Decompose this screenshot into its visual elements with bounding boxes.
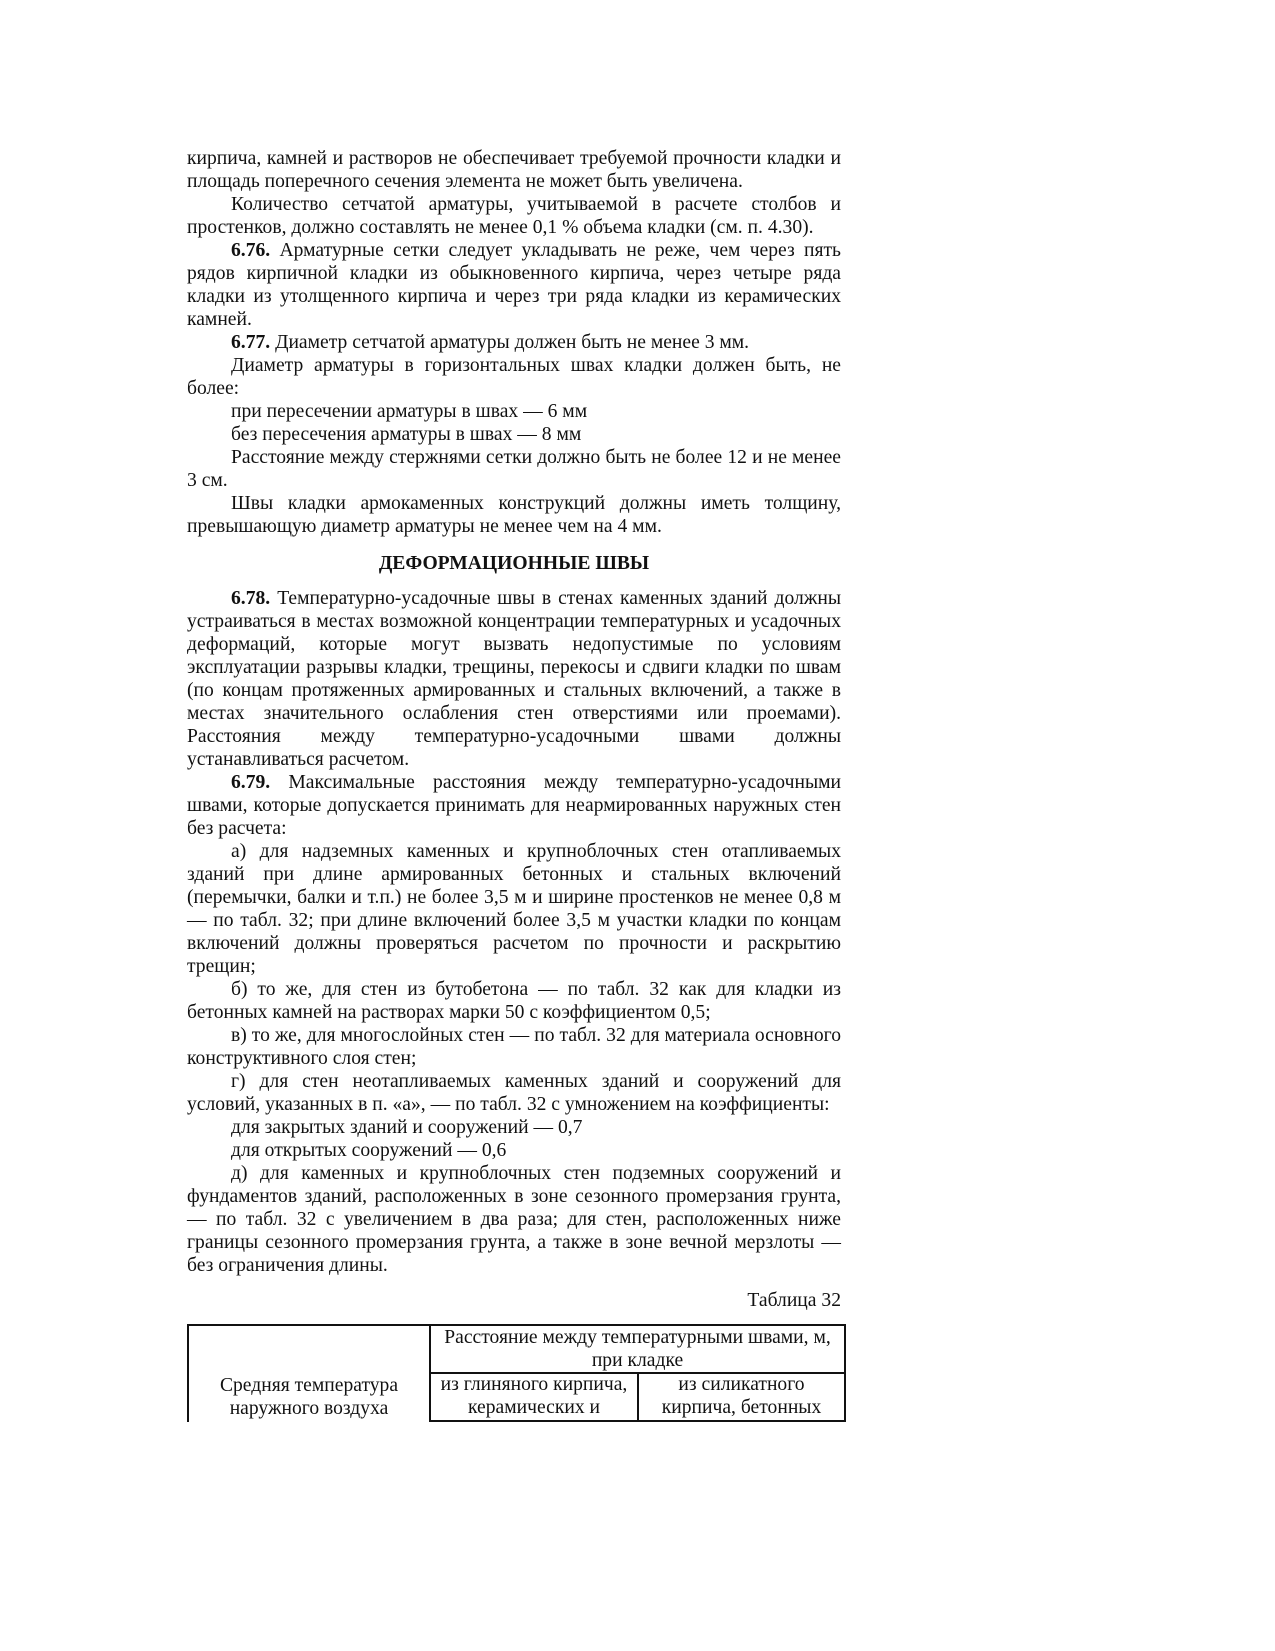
- clause-text: Температурно-усадочные швы в стенах каменных зданий должны устраиваться в местах возможной концентрации температурных и усадочных деформаций, которые могут вызвать недопустимые по условиям эксплуатации разрывы кладки, трещины, перекосы и сдвиги кладки по швам (по концам протяженных армированных и стальных включений, а также в местах значительного ослабления стен отверстиями или проемами). Расстояния между температурно-усадочными швами должны устанавливаться расчетом.: [187, 588, 841, 770]
- table-border-right: [844, 1326, 846, 1422]
- clause-number: 6.76.: [231, 240, 271, 261]
- document-page: [187, 147, 841, 1422]
- paragraph-rod-spacing: Расстояние между стержнями сетки должно быть не более 12 и не менее 3 см.: [187, 447, 841, 491]
- paragraph-mesh-quantity: Количество сетчатой арматуры, учитываемой в расчете столбов и простенков, должно составлять не менее 0,1 % объема кладки (см. п. 4.30).: [187, 194, 841, 238]
- list-item-g: г) для стен неотапливаемых каменных зданий и сооружений для условий, указанных в п. «а», — по табл. 32 с умножением на коэффициенты:: [187, 1071, 841, 1115]
- clause-text: Диаметр сетчатой арматуры должен быть не менее 3 мм.: [270, 332, 750, 353]
- list-item-b: б) то же, для стен из бутобетона — по табл. 32 как для кладки из бетонных камней на растворах марки 50 с коэффициентом 0,5;: [187, 979, 841, 1023]
- list-item-a: а) для надземных каменных и крупноблочных стен отапливаемых зданий при длине армированных бетонных и стальных включений (перемычки, балки и т.п.) не более 3,5 м и ширине простенков не менее 0,8 м — по табл. 32; при длине включений более 3,5 м участки кладки по концам включений должны проверяться расчетом по прочности и раскрытию трещин;: [187, 841, 841, 977]
- clause-text: Максимальные расстояния между температурно-усадочными швами, которые допускается принимать для неармированных наружных стен без расчета:: [187, 772, 841, 839]
- paragraph-continuation: кирпича, камней и растворов не обеспечивает требуемой прочности кладки и площадь поперечного сечения элемента не может быть увеличена.: [187, 148, 841, 192]
- paragraph-joint-thickness: Швы кладки армокаменных конструкций должны иметь толщину, превышающую диаметр арматуры не менее чем на 4 мм.: [187, 493, 841, 537]
- list-item-with-crossing: при пересечении арматуры в швах — 6 мм: [231, 401, 588, 422]
- clause-number: 6.78.: [231, 588, 271, 609]
- clause-number: 6.79.: [231, 772, 271, 793]
- table-header-distance: Расстояние между температурными швами, м, при кладке: [444, 1327, 831, 1371]
- table-border-left: [187, 1326, 189, 1422]
- table-header-temperature: Средняя температура наружного воздуха: [219, 1375, 399, 1419]
- list-item-without-crossing: без пересечения арматуры в швах — 8 мм: [231, 424, 582, 445]
- paragraph-6-78: [187, 587, 841, 771]
- table-border-bottom: [429, 1420, 846, 1422]
- list-item-d: д) для каменных и крупноблочных стен подземных сооружений и фундаментов зданий, расположенных в зоне сезонного промерзания грунта, — по табл. 32 с увеличением в два раза; для стен, расположенных ниже границы сезонного промерзания грунта, а также в зоне вечной мерзлоты — без ограничения длины.: [187, 1163, 841, 1276]
- table-border-col2: [637, 1373, 639, 1422]
- list-item-v: в) то же, для многослойных стен — по табл. 32 для материала основного конструктивного слоя стен;: [187, 1025, 841, 1069]
- table-caption: Таблица 32: [747, 1290, 841, 1311]
- clause-number: 6.77.: [231, 332, 271, 353]
- coefficient-closed: для закрытых зданий и сооружений — 0,7: [231, 1117, 583, 1138]
- coefficient-open: для открытых сооружений — 0,6: [231, 1140, 507, 1161]
- paragraph-diameter: Диаметр арматуры в горизонтальных швах кладки должен быть, не более:: [187, 355, 841, 399]
- table-subheader-clay: из глиняного кирпича, керамических и: [440, 1374, 628, 1418]
- paragraph-6-76: [187, 239, 841, 331]
- clause-text: Арматурные сетки следует укладывать не реже, чем через пять рядов кирпичной кладки из обыкновенного кирпича, через четыре ряда кладки из утолщенного кирпича и через три ряда кладки из керамических камней.: [187, 240, 841, 330]
- section-heading: ДЕФОРМАЦИОННЫЕ ШВЫ: [378, 553, 650, 574]
- table-32: [187, 1324, 846, 1422]
- table-subheader-silicate: из силикатного кирпича, бетонных: [661, 1374, 822, 1418]
- table-border-col1: [429, 1326, 431, 1422]
- paragraph-6-79: [187, 771, 841, 840]
- paragraph-6-77: [187, 331, 841, 354]
